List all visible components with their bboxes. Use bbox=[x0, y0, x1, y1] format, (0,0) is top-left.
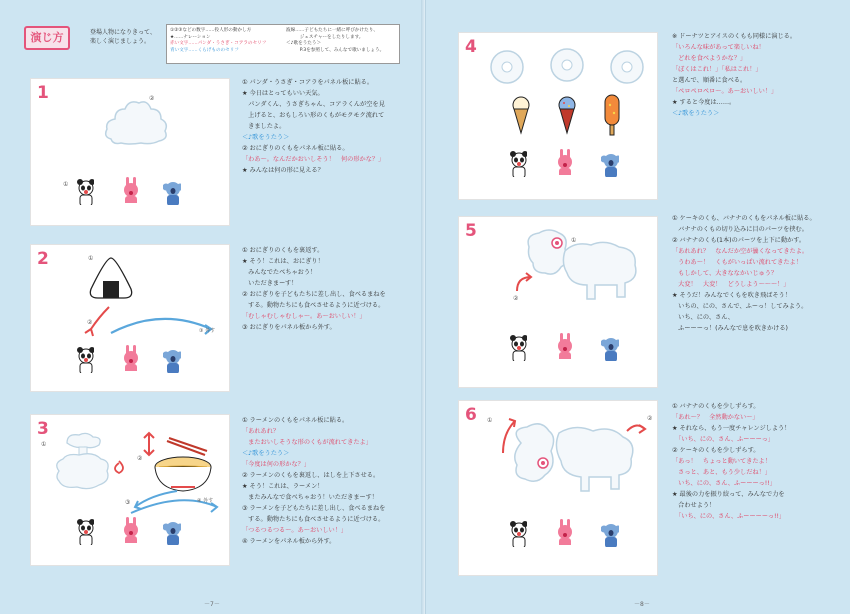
panda-icon bbox=[509, 521, 527, 547]
right-page bbox=[425, 0, 850, 614]
remove-label: ③ 外す bbox=[199, 328, 216, 334]
dialogue-line: 大変！ 大変！ どうしよう～～～！」 bbox=[672, 281, 790, 288]
step-number: 6 bbox=[465, 405, 477, 425]
popsicle-icon bbox=[603, 93, 621, 137]
donut-clouds-icon bbox=[487, 47, 647, 87]
legend-item: ★……ナレーション bbox=[170, 34, 211, 40]
step-number: 4 bbox=[465, 37, 477, 57]
koala-icon bbox=[163, 519, 181, 545]
instruction-line: ★ 今日はとってもいい天気。 bbox=[242, 90, 324, 97]
instruction-line: いちの、にの、さんで、ふーっ！してみよう。 bbox=[672, 303, 808, 310]
koala-icon bbox=[601, 521, 619, 547]
section-title: 演じ方 bbox=[24, 26, 70, 50]
legend-item: ＜♪歌をうたう＞ bbox=[286, 41, 322, 46]
legend-item: ジェスチャーをしたりします。 bbox=[286, 34, 364, 40]
koala-icon bbox=[163, 347, 181, 373]
dialogue-line: もしかして、大きななかいじゅう？ bbox=[672, 270, 778, 277]
instruction-line: ① おにぎりのくもを裏返す。 bbox=[242, 247, 324, 254]
dialogue-line: 「むしゃむしゃむしゃ～。あ～おいしい！」 bbox=[242, 313, 366, 320]
step5-panel: 5 ② ① bbox=[458, 216, 658, 388]
monster-cloud-icon bbox=[525, 227, 645, 307]
step5-text bbox=[672, 214, 816, 335]
step4-panel bbox=[458, 32, 658, 200]
instruction-line: ② ラーメンのくもを裏返し、はしを上下させる。 bbox=[242, 472, 380, 479]
rabbit-icon bbox=[555, 333, 573, 359]
step3-text bbox=[242, 416, 385, 548]
instruction-line: ※ ドーナツとアイスのくもも同様に演じる。 bbox=[672, 33, 797, 40]
dialogue-line: 「いろんな味があって楽しいね！ bbox=[672, 44, 765, 51]
remove-text: 外す bbox=[203, 498, 214, 504]
panda-icon bbox=[76, 179, 94, 205]
legend-item: ①②③などの数字……役人形の動かし方 bbox=[170, 28, 252, 33]
dialogue-line: 「あれ～？ 全然動かない～」 bbox=[672, 414, 759, 421]
instruction-line: パンダくん、うさぎちゃん、コアラくんが空を見 bbox=[242, 101, 385, 108]
instruction-line: きましたよ。 bbox=[242, 123, 286, 130]
step-number: 3 bbox=[37, 419, 49, 439]
panda-icon bbox=[76, 347, 94, 373]
instruction-line: ① ラーメンのくもをパネル板に貼る。 bbox=[242, 417, 349, 424]
song-cue: ＜♪歌をうたう＞ bbox=[242, 450, 290, 457]
panda-icon bbox=[509, 335, 527, 361]
song-cue: ＜♪歌をうたう＞ bbox=[672, 110, 720, 117]
dialogue-line: 「つるつるつる～。あ～おいしい！」 bbox=[242, 527, 348, 534]
instruction-line: ② バナナのくも(1本)のパーツを上下に動かす。 bbox=[672, 237, 806, 244]
onigiri-cloud-icon bbox=[101, 97, 171, 147]
step1-panel: 1 ② ① bbox=[30, 78, 230, 226]
koala-icon bbox=[601, 335, 619, 361]
song-cue: ＜♪歌をうたう＞ bbox=[242, 134, 290, 141]
step-number: 5 bbox=[465, 221, 477, 241]
instruction-line: ① ケーキのくも、バナナのくもをパネル板に貼る。 bbox=[672, 215, 816, 222]
step3-panel: 3 ② ① ③ ④ 外す bbox=[30, 414, 230, 566]
instruction-line: ★ 最後の力を振り絞って、みんなで力を bbox=[672, 491, 785, 498]
legend-col-1 bbox=[170, 28, 280, 60]
instruction-line: ④ ラーメンをパネル板から外す。 bbox=[242, 538, 336, 545]
dialogue-line: さっと、あと、もう少しだね！」 bbox=[672, 469, 771, 476]
intro-line: 登場人物になりきって、 bbox=[90, 29, 156, 36]
legend-item: P.3を参照して、みんなで歌いましょう。 bbox=[286, 47, 385, 53]
dialogue-line: 「あれあれ？ なんだか空が曇くなってきたよ。 bbox=[672, 248, 809, 255]
remove-text: 外す bbox=[205, 328, 216, 334]
legend-item: 赤い文字……パンダ・うさぎ・コアラのセリフ bbox=[170, 41, 267, 46]
dialogue-line: 「あれあれ？ bbox=[242, 428, 280, 435]
koala-icon bbox=[163, 179, 181, 205]
motion-arrows-icon bbox=[71, 303, 221, 343]
instruction-line: バナナのくもの切り込みに目のパーツを挟む。 bbox=[672, 226, 808, 233]
instruction-line: と選んで、順番に食べる。 bbox=[672, 77, 747, 84]
instruction-line: ② ケーキのくもを少しずらす。 bbox=[672, 447, 760, 454]
legend-item: 青い文字……くらげもののセリフ bbox=[170, 47, 239, 53]
ice-cream-cone-icon bbox=[511, 95, 531, 135]
instruction-line: ★ そう！これは、ラーメン！ bbox=[242, 483, 324, 490]
dialogue-line: 「いち、にの、さん、ふーーーーっ!!」 bbox=[672, 513, 786, 520]
rotate-arrow-icon bbox=[513, 271, 537, 297]
onigiri-icon bbox=[86, 255, 136, 301]
intro-line: 楽しく演じましょう。 bbox=[90, 38, 151, 45]
instruction-line: ★ そうだ！みんなでくもを吹き飛ばそう！ bbox=[672, 292, 791, 299]
remove-label: ④ 外す bbox=[197, 498, 214, 504]
instruction-line: いち、にの、さん、 bbox=[672, 314, 734, 321]
legend-col-2 bbox=[286, 28, 396, 60]
instruction-line: 上げると、おもしろい形のくもがモクモク流れて bbox=[242, 112, 385, 119]
dialogue-line: うわあ～！ くもがいっぱい流れてきたよ！ bbox=[672, 259, 802, 266]
dialogue-line: 「いち、にの、さん、ふーーーっ」 bbox=[672, 436, 774, 443]
instruction-line: いただきまーす！ bbox=[242, 280, 298, 287]
legend-item: 波線……子どもたちに一緒に呼びかけたり、 bbox=[286, 28, 378, 33]
panda-icon bbox=[76, 519, 94, 545]
page-number: －7－ bbox=[204, 601, 220, 608]
dialogue-line: 「ペロペロペロ～。あ～おいしい！」 bbox=[672, 88, 778, 95]
step4-text bbox=[672, 32, 796, 120]
legend-box bbox=[166, 24, 400, 64]
intro-text bbox=[90, 28, 156, 46]
dialogue-line: 「あっ！ ちょっと動いてきたよ！ bbox=[672, 458, 771, 465]
instruction-line: ① パンダ・うさぎ・コアラをパネル板に貼る。 bbox=[242, 79, 374, 86]
instruction-line: ① バナナのくもを少しずらす。 bbox=[672, 403, 760, 410]
dialogue-line: 「わあ～。なんだかおいしそう！ 何の形かな？」 bbox=[242, 156, 385, 163]
dialogue-line: どれを食べようかな？」 bbox=[672, 55, 747, 62]
instruction-line: ③ おにぎりをパネル板から外す。 bbox=[242, 324, 336, 331]
instruction-line: する。動物たちにも食べさせるように近づける。 bbox=[242, 516, 385, 523]
rabbit-icon bbox=[555, 519, 573, 545]
instruction-line: 合わせよう！ bbox=[672, 502, 716, 509]
instruction-line: ★ すると今度は……。 bbox=[672, 99, 736, 106]
koala-icon bbox=[601, 151, 619, 177]
rabbit-icon bbox=[555, 149, 573, 175]
step2-panel: 2 ① ② ③ 外す bbox=[30, 244, 230, 392]
rabbit-icon bbox=[121, 517, 139, 543]
instruction-line: する。動物たちにも食べさせるように近づける。 bbox=[242, 302, 385, 309]
page-number: －8－ bbox=[634, 601, 650, 608]
dialogue-line: 「今度は何の形かな？」 bbox=[242, 461, 311, 468]
step1-text bbox=[242, 78, 385, 177]
instruction-line: ★ そう！これは、おにぎり！ bbox=[242, 258, 324, 265]
step-number: 2 bbox=[37, 249, 49, 269]
instruction-line: みんなでたべちゃおう！ bbox=[242, 269, 317, 276]
step6-text bbox=[672, 402, 790, 523]
motion-arrows-icon bbox=[91, 455, 221, 515]
step6-panel: 6 ① ② bbox=[458, 400, 658, 576]
dialogue-line: 「ぼくはこれ！」「私はこれ！」 bbox=[672, 66, 762, 73]
step-number: 1 bbox=[37, 83, 49, 103]
instruction-line: ★ それなら、もう一度チャレンジしよう！ bbox=[672, 425, 791, 432]
dialogue-line: いち、にの、さん、ふーーーっ!!」 bbox=[672, 480, 776, 487]
instruction-line: またみんなで食べちゃおう！いただきまーす！ bbox=[242, 494, 378, 501]
instruction-line: ② おにぎりのくもをパネル板に貼る。 bbox=[242, 145, 349, 152]
panda-icon bbox=[509, 151, 527, 177]
rabbit-icon bbox=[121, 177, 139, 203]
ice-cream-cone-icon bbox=[557, 95, 577, 135]
instruction-line: ② おにぎりを子どもたちに差し出し、食べるまねを bbox=[242, 291, 386, 298]
instruction-line: ★ みんなは何の形に見える？ bbox=[242, 167, 324, 174]
instruction-line: ③ ラーメンを子どもたちに差し出し、食べるまねを bbox=[242, 505, 386, 512]
dialogue-line: またおいしそうな形のくもが流れてきたよ」 bbox=[242, 439, 372, 446]
step2-text bbox=[242, 246, 386, 334]
monster-cloud-split-icon bbox=[499, 413, 649, 503]
instruction-line: ふーーーっ！(みんなで息を吹きかける) bbox=[672, 325, 788, 332]
rabbit-icon bbox=[121, 345, 139, 371]
